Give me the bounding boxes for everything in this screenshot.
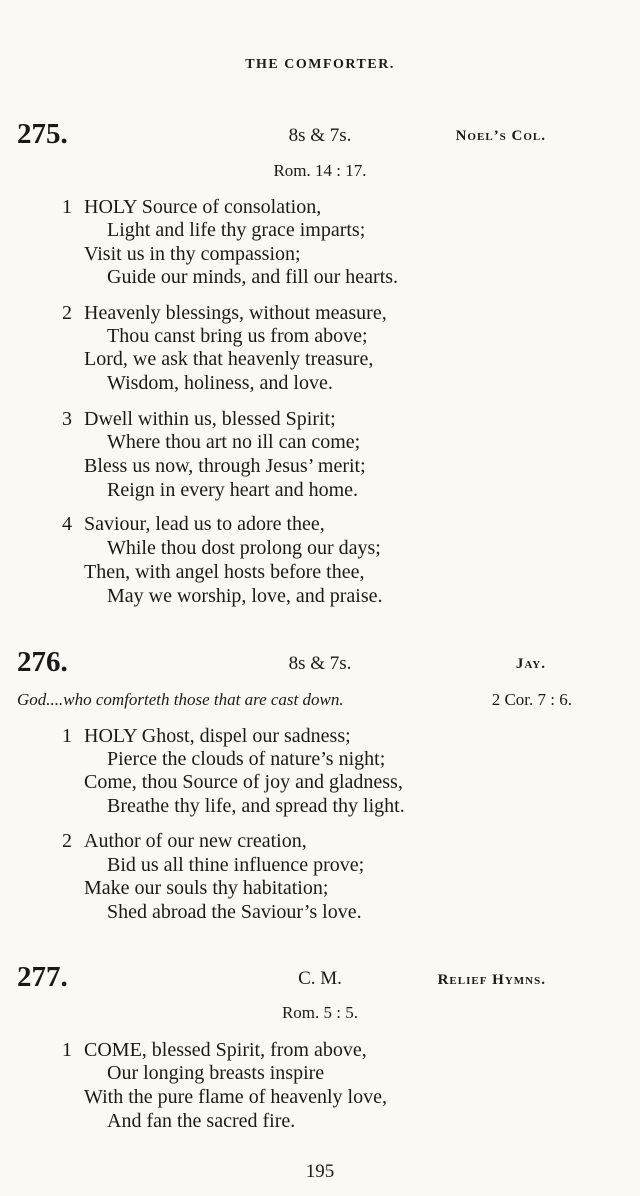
verse-number: 1 (62, 196, 72, 218)
hymn-tune: Noel’s Col. (455, 128, 546, 144)
verse-line: While thou dost prolong our days; (107, 537, 381, 559)
hymn-meter: 8s & 7s. (288, 653, 352, 674)
verse-line: Come, thou Source of joy and gladness, (84, 771, 403, 793)
running-head: THE COMFORTER. (245, 57, 395, 72)
verse-number: 4 (62, 513, 72, 535)
verse-number: 1 (62, 725, 72, 747)
hymn-number: 277. (17, 961, 68, 993)
hymn-number: 276. (17, 646, 68, 678)
epigraph-row (17, 690, 572, 710)
verse-line: May we worship, love, and praise. (107, 585, 383, 607)
verse-line: Lord, we ask that heavenly treasure, (84, 348, 374, 370)
verse-line: Thou canst bring us from above; (107, 325, 368, 347)
hymn-tune: Relief Hymns. (437, 972, 546, 988)
verse-line: Dwell within us, blessed Spirit; (84, 408, 336, 430)
hymn-meter: C. M. (298, 968, 342, 989)
epigraph-reference: 2 Cor. 7 : 6. (491, 690, 572, 709)
verse-line: Breathe thy life, and spread thy light. (107, 795, 405, 817)
scripture-reference: Rom. 14 : 17. (273, 161, 367, 180)
hymn-tune: Jay. (515, 656, 546, 672)
epigraph-text: God....who comforteth those that are cast down. (17, 690, 344, 709)
verse-line: Heavenly blessings, without measure, (84, 302, 387, 324)
verse-line: Author of our new creation, (84, 830, 307, 852)
verse-line: Visit us in thy compassion; (84, 243, 301, 265)
verse-line: Bless us now, through Jesus’ merit; (84, 455, 366, 477)
verse-number: 3 (62, 408, 72, 430)
verse-line: HOLY Source of consolation, (84, 196, 322, 218)
verse-line: Bid us all thine influence prove; (107, 854, 365, 876)
verse-line: Wisdom, holiness, and love. (107, 372, 333, 394)
verse-line: Then, with angel hosts before thee, (84, 561, 365, 583)
verse-line: Shed abroad the Saviour’s love. (107, 901, 362, 923)
verse-line: With the pure flame of heavenly love, (84, 1086, 387, 1108)
verse-line: HOLY Ghost, dispel our sadness; (84, 725, 351, 747)
scripture-reference: Rom. 5 : 5. (281, 1003, 359, 1022)
hymn-meter: 8s & 7s. (288, 125, 352, 146)
verse-line: Reign in every heart and home. (107, 479, 359, 501)
verse-line: Guide our minds, and fill our hearts. (107, 266, 399, 288)
verse-line: Our longing breasts inspire (107, 1062, 325, 1084)
verse-line: Saviour, lead us to adore thee, (84, 513, 325, 535)
hymn-number: 275. (17, 118, 68, 150)
verse-number: 2 (62, 302, 72, 324)
verse-line: Light and life thy grace imparts; (107, 219, 366, 241)
page-number: 195 (305, 1161, 335, 1182)
verse-number: 1 (62, 1039, 72, 1061)
verse-number: 2 (62, 830, 72, 852)
verse-line: COME, blessed Spirit, from above, (84, 1039, 367, 1061)
verse-line: Make our souls thy habitation; (84, 877, 329, 899)
verse-line: Where thou art no ill can come; (107, 431, 361, 453)
verse-line: Pierce the clouds of nature’s night; (107, 748, 386, 770)
verse-line: And fan the sacred fire. (107, 1110, 296, 1132)
